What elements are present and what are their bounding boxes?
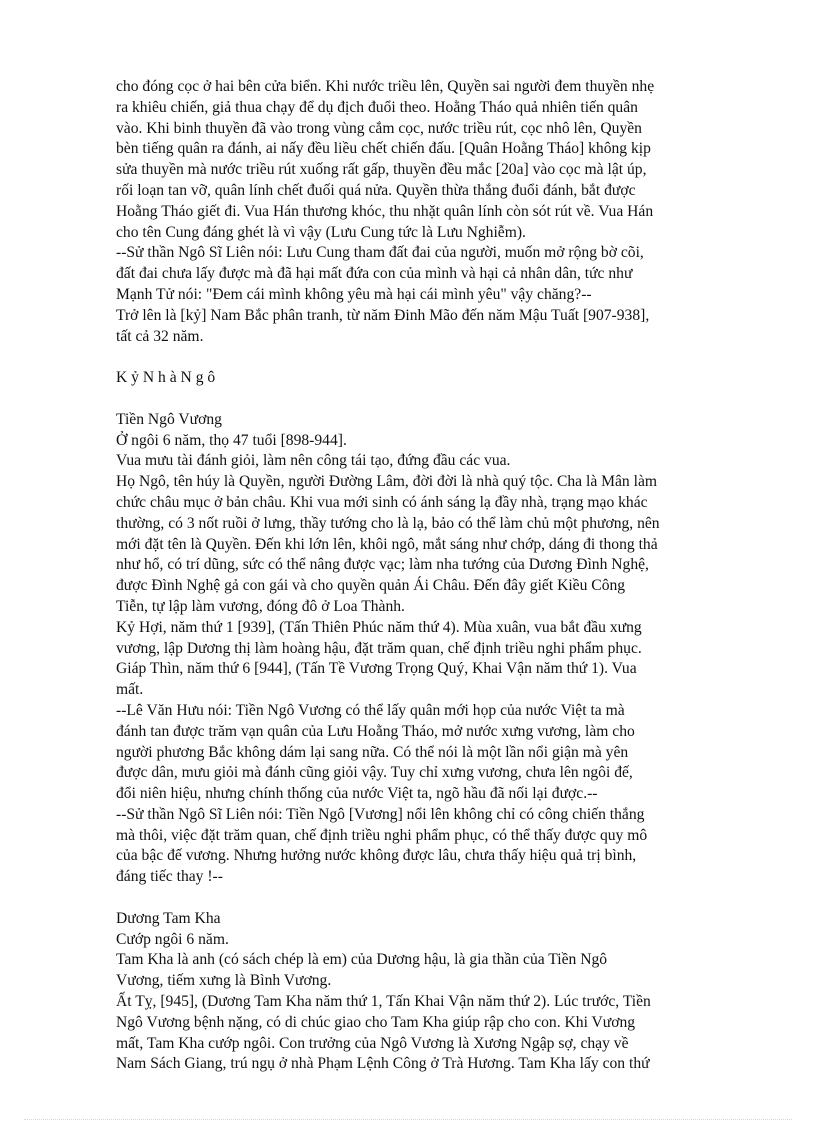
paragraph-gap [116,888,752,909]
text-line: --Sử thần Ngô Sĩ Liên nói: Tiền Ngô [Vương] nổi lên không chỉ có công chiến thắng [116,805,645,823]
text-line: của bậc đế vương. Nhưng hưởng nước không được lâu, chưa thấy hiệu quả trị bình, [116,847,637,865]
text-line: đánh tan được trăm vạn quân của Lưu Hoằng Tháo, mở nước xưng vương, làm cho [116,722,635,740]
text-line: Hoằng Tháo giết đi. Vua Hán thương khóc, thu nhặt quân lính còn sót rút về. Vua Hán [116,202,654,220]
text-line: mới đặt tên là Quyền. Đến khi lớn lên, khôi ngô, mắt sáng như chớp, dáng đi thong thả [116,535,658,553]
text-line: ra khiêu chiến, giả thua chạy để dụ địch đuổi theo. Hoằng Tháo quả nhiên tiến quân [116,98,638,116]
paragraph [116,77,752,347]
text-line: Ở ngôi 6 năm, thọ 47 tuổi [898-944]. [116,431,347,449]
text-line: K ỷ N h à N g ô [116,369,216,387]
text-line: thường, có 3 nốt ruồi ở lưng, thầy tướng cho là lạ, bảo có thể làm chủ một phương, nên [116,514,660,532]
text-line: Kỷ Hợi, năm thứ 1 [939], (Tấn Thiên Phúc năm thứ 4). Mùa xuân, vua bắt đầu xưng [116,618,642,636]
text-line: đất đai chưa lấy được mà đã hại mất đứa con của mình và hại cả nhân dân, tức như [116,265,633,283]
text-line: rối loạn tan vỡ, quân lính chết đuối quá nửa. Quyền thừa thắng đuổi đánh, bắt được [116,181,636,199]
text-line: Cướp ngôi 6 năm. [116,930,229,948]
text-line: Vương, tiếm xưng là Bình Vương. [116,972,332,990]
paragraph-gap [116,347,752,368]
text-line: mất. [116,681,144,699]
text-line: Mạnh Tử nói: "Đem cái mình không yêu mà hại cái mình yêu" vậy chăng?-- [116,285,592,303]
text-line: Tiền Ngô Vương [116,410,222,428]
text-line: vào. Khi binh thuyền đã vào trong vùng cắm cọc, nước triều rút, cọc nhô lên, Quyền [116,119,642,137]
text-line: tất cả 32 năm. [116,327,204,345]
text-line: cho tên Cung đáng ghét là vì vậy (Lưu Cung tức là Lưu Nghiễm). [116,223,526,241]
text-line: vương, lập Dương thị làm hoàng hậu, đặt trăm quan, chế định triều nghi phẩm phục. [116,639,642,657]
text-line: được dân, mưu giỏi mà đánh cũng giỏi vậy. Tuy chỉ xưng vương, chưa lên ngôi đế, [116,764,633,782]
text-line: đổi niên hiệu, nhưng chính thống của nước Việt ta, ngõ hầu đã nối lại được.-- [116,785,598,803]
text-line: Tam Kha là anh (có sách chép là em) của Dương hậu, là gia thần của Tiền Ngô [116,951,608,969]
paragraph [116,368,752,389]
text-line: như hổ, có trí dũng, sức có thể nâng được vạc; làm nha tướng của Dương Đình Nghệ, [116,556,649,574]
text-line: Nam Sách Giang, trú ngụ ở nhà Phạm Lệnh Công ở Trà Hương. Tam Kha lấy con thứ [116,1055,650,1073]
text-line: mất, Tam Kha cướp ngôi. Con trưởng của Ngô Vương là Xương Ngập sợ, chạy về [116,1034,629,1052]
page-edge-divider [24,1119,792,1120]
text-line: mà thôi, việc đặt trăm quan, chế định triều nghi phẩm phục, có thể thấy được quy mô [116,826,648,844]
text-line: Trở lên là [kỷ] Nam Bắc phân tranh, từ năm Đinh Mão đến năm Mậu Tuất [907-938], [116,306,650,324]
text-line: đáng tiếc thay !-- [116,868,223,886]
document-body [116,77,752,1075]
paragraph [116,410,752,888]
text-line: --Sử thần Ngô Sĩ Liên nói: Lưu Cung tham đất đai của người, muốn mở rộng bờ cõi, [116,244,644,262]
text-line: sửa thuyền mà nước triều rút xuống rất gấp, thuyền đều mắc [20a] vào cọc mà lật úp, [116,161,647,179]
text-line: --Lê Văn Hưu nói: Tiền Ngô Vương có thể lấy quân mới họp của nước Việt ta mà [116,701,625,719]
text-line: người phương Bắc không dám lại sang nữa. Có thể nói là một lần nổi giận mà yên [116,743,629,761]
paragraph [116,909,752,1075]
text-line: Vua mưu tài đánh giỏi, làm nên công tái tạo, đứng đầu các vua. [116,452,511,470]
text-line: Ngô Vương bệnh nặng, có di chúc giao cho Tam Kha giúp rập cho con. Khi Vương [116,1013,636,1031]
text-line: Dương Tam Kha [116,909,221,927]
text-line: Họ Ngô, tên húy là Quyền, người Đường Lâm, đời đời là nhà quý tộc. Cha là Mân làm [116,473,657,491]
text-line: bèn tiếng quân ra đánh, ai nấy đều liều chết chiến đấu. [Quân Hoằng Tháo] không kịp [116,140,651,158]
text-line: Giáp Thìn, năm thứ 6 [944], (Tấn Tề Vương Trọng Quý, Khai Vận năm thứ 1). Vua [116,660,637,678]
text-line: Tiễn, tự lập làm vương, đóng đô ở Loa Thành. [116,597,405,615]
text-line: cho đóng cọc ở hai bên cửa biển. Khi nước triều lên, Quyền sai người đem thuyền nhẹ [116,78,655,95]
paragraph-gap [116,389,752,410]
text-line: chức châu mục ở bản châu. Khi vua mới sinh có ánh sáng lạ đầy nhà, trạng mạo khác [116,493,648,511]
text-line: Ất Tỵ, [945], (Dương Tam Kha năm thứ 1, Tấn Khai Vận năm thứ 2). Lúc trước, Tiền [116,993,651,1011]
text-line: được Đình Nghệ gả con gái và cho quyền quản Ái Châu. Đến đây giết Kiều Công [116,577,626,595]
